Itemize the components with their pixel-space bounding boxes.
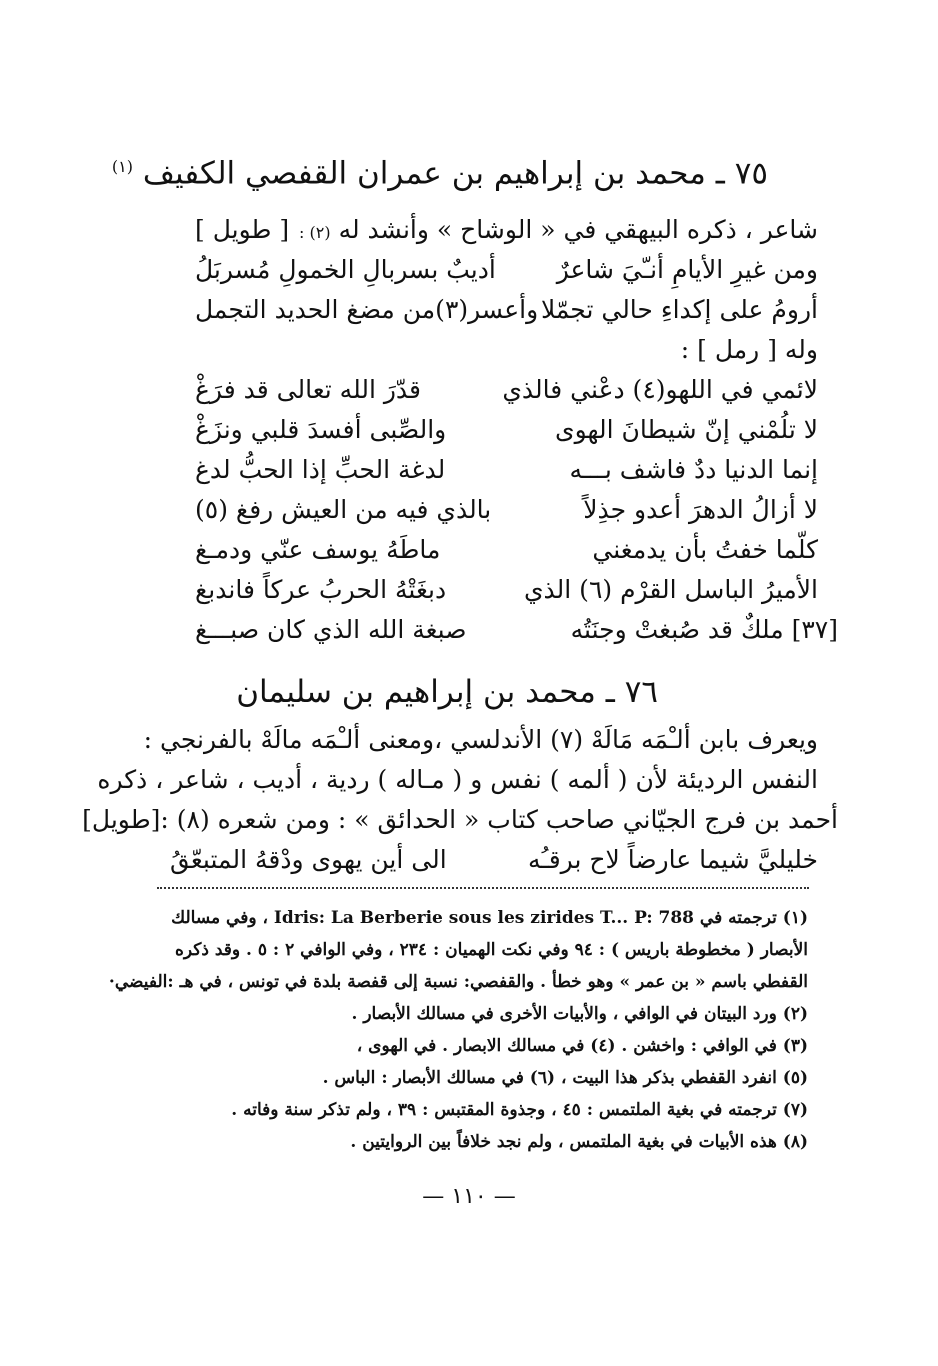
entry-75-intro [299,212,818,251]
intro-note: (٢) : [299,223,331,242]
verse-right: خليليَّ شيما عارضاً لاح برقـُه [527,845,818,874]
verse-left: دبغَتْهُ الحربُ عركاً فاندبغ [195,575,447,604]
footnote-line: القفطي باسم « بن عمر » وهو خطأ . والقفصي: نسبة إلى قفصة بلدة في تونس ، في هـ :الفيضي· [108,972,808,992]
verse-right: إنما الدنيا ددٌ فاشف بـــه [569,455,818,484]
entry-75-heading-note: (١) [111,157,133,176]
entry-76-line: أحمد بن فرج الجيّاني صاحب كتاب « الحدائق » : ومن شعره (٨) :[طويل] [82,805,838,834]
entry-76-line: ويعرف بابن ألـْمَه مَالَهْ (٧) الأندلسي ،ومعنى ألـْمَه مالَهْ بالفرنجي : [143,725,818,754]
verse-right: الأميرُ الباسل القرْم (٦) الذي [523,575,818,604]
entry-75-heading [111,147,768,193]
verse-left: والصِّبى أفسدَ قلبي ونزَغْ [195,415,447,444]
footnote-line: (٣) في الوافي : واخشن . (٤) في مسالك الابصار . في الهوى ، [356,1036,808,1056]
verse-left: أديبٌ بسربالِ الخمولِ مُسربَلُ [195,255,496,284]
verse-right: لا تلُمْني إنّ شيطانَ الهوى [555,415,818,444]
footnote-line: الأبصار ( مخطوطة باريس ) : ٩٤ وفي نكت الهميان : ٢٣٤ ، وفي الوافي ٢ : ٥ . وقد ذكره [174,940,808,960]
verse-right: لائمي في اللهو(٤) دعْني فالذي [502,375,818,404]
verse-right: أرومُ على إكداءِ حالي تجمّلا [540,295,818,324]
entry-76-heading: ٧٦ ـ محمد بن إبراهيم بن سليمان [236,674,658,710]
entry-75-meter1: [ طويل ] [195,215,290,244]
verse-left: ماطَهُ يوسف عنّي ودمـغ [195,535,441,564]
footnote-line: (٥) انفرد القفطي بذكر هذا البيت ، (٦) في مسالك الأبصار : الباس . [322,1068,808,1088]
page-number: — ١١٠ — [422,1184,516,1209]
verse-right: ومن غيرِ الأيامِ أنـّيَ شاعرٌ [556,255,818,284]
verse-left: لدغة الحبِّ إذا الحبُّ لدغ [195,455,446,484]
verse-left: صبغة الله الذي كان صبـــغ [195,615,467,644]
entry-75-intro2: وله [ رمل ] : [680,335,818,364]
verse-right: [٣٧] ملكٌ قد صُبغتْ وجنَتُه [570,615,838,644]
verse-left: قدّرَ الله تعالى قد فرَغْ [195,375,422,404]
verse-left: الى أين يهوى ودْقهُ المتبعّقُ [170,845,447,874]
footnote-line: (٨) هذه الأبيات في بغية الملتمس ، ولم نجد خلافاً بين الروايتين . [350,1132,808,1152]
verse-left: وأعسر(٣)من مضغ الحديد التجمل [195,295,539,324]
footnote-line: (٧) ترجمته في بغية الملتمس : ٤٥ ، وجذوة المقتبس : ٣٩ ، ولم تذكر سنة وفاته . [231,1100,808,1120]
entry-75-title: ٧٥ ـ محمد بن إبراهيم بن عمران القفصي الكفيف [142,155,768,192]
verse-right: كلّما خفتُ بأن يدمغني [592,535,818,564]
verse-left: بالذي فيه من العيش رفغ (٥) [195,495,492,524]
entry-76-line: النفس الرديئة لأن ( ألمه ) نفس و ( مـاله ) ردية ، أديب ، شاعر ، ذكره [97,765,818,794]
intro-text: شاعر ، ذكره البيهقي في « الوشاح » وأنشد له [338,215,818,244]
verse-right: لا أزالُ الدهرَ أعدو جذِلاً [583,495,818,524]
footnote-divider [157,887,809,889]
footnote-line: (٢) ورد البيتان في الوافي ، والأبيات الأخرى في مسالك الأبصار . [351,1004,808,1024]
footnote-line: (١) ترجمته في Idris: La Berberie sous les zirides T... P: 788 ، وفي مسالك [171,908,808,928]
